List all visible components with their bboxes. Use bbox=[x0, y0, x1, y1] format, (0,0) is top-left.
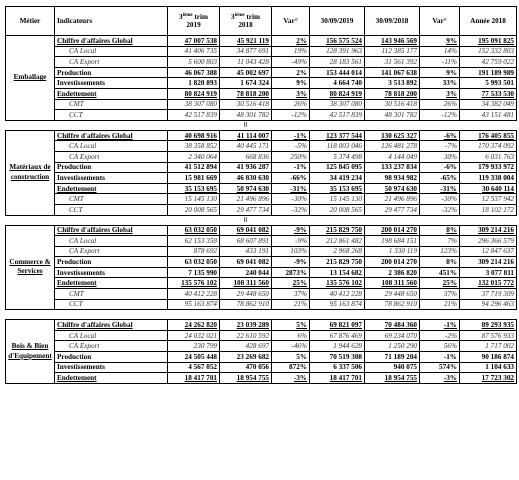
value-cell: 40 412 228 bbox=[168, 289, 220, 300]
value-cell: 135 576 102 bbox=[310, 278, 365, 289]
indicator-label: Production bbox=[55, 352, 168, 363]
section-separator bbox=[6, 215, 517, 225]
header-q3-2018-year: 2018 bbox=[238, 21, 253, 29]
value-cell: 940 075 bbox=[365, 362, 420, 373]
value-cell: 12 847 637 bbox=[460, 246, 517, 257]
value-cell: 78 862 910 bbox=[365, 299, 420, 310]
table-row bbox=[6, 278, 517, 289]
value-cell: 95 163 874 bbox=[310, 299, 365, 310]
value-cell: 30 516 418 bbox=[365, 99, 420, 110]
value-cell: 5 993 501 bbox=[460, 78, 517, 89]
value-cell: 215 829 750 bbox=[310, 257, 365, 268]
value-cell: 156 575 524 bbox=[310, 36, 365, 47]
value-cell: 130 625 327 bbox=[365, 130, 420, 141]
value-cell: -3% bbox=[272, 373, 310, 384]
value-cell: 18 954 755 bbox=[220, 373, 272, 384]
metier-cell: Commerce & Services bbox=[6, 225, 55, 310]
indicator-label: CA Local bbox=[55, 46, 168, 57]
value-cell: 63 032 050 bbox=[168, 225, 220, 236]
value-cell: 80 824 919 bbox=[168, 88, 220, 99]
value-cell: 19% bbox=[272, 46, 310, 57]
value-cell: 200 014 270 bbox=[365, 257, 420, 268]
value-cell: 29 477 734 bbox=[220, 204, 272, 215]
value-cell: 37% bbox=[420, 289, 460, 300]
value-cell: 123 377 544 bbox=[310, 130, 365, 141]
value-cell: 176 405 855 bbox=[460, 130, 517, 141]
value-cell: 25% bbox=[420, 278, 460, 289]
table-row bbox=[6, 67, 517, 78]
value-cell: 4 664 740 bbox=[310, 78, 365, 89]
indicator-label: Production bbox=[55, 162, 168, 173]
value-cell: 46 830 630 bbox=[220, 173, 272, 184]
value-cell: -30% bbox=[272, 194, 310, 205]
value-cell: 30% bbox=[420, 151, 460, 162]
value-cell: 42 759 022 bbox=[460, 57, 517, 68]
table-row bbox=[6, 57, 517, 68]
value-cell: 43 151 481 bbox=[460, 110, 517, 121]
header-q3-2019-top: 3ième trim bbox=[179, 13, 208, 21]
value-cell: 69 041 082 bbox=[220, 225, 272, 236]
value-cell: 26% bbox=[272, 99, 310, 110]
header-q3-2019-year: 2019 bbox=[186, 21, 201, 29]
value-cell: 29 477 734 bbox=[365, 204, 420, 215]
header-q3-2018-top: 3ième trim bbox=[231, 13, 260, 21]
value-cell: 71 189 204 bbox=[365, 352, 420, 363]
header-var-ytd: Var° bbox=[420, 7, 460, 36]
value-cell: 108 311 560 bbox=[365, 278, 420, 289]
value-cell: 30 640 114 bbox=[460, 183, 517, 194]
value-cell: 28 183 561 bbox=[310, 57, 365, 68]
header-ytd-2019: 30/09/2019 bbox=[310, 7, 365, 36]
table-row bbox=[6, 110, 517, 121]
value-cell: -49% bbox=[272, 57, 310, 68]
value-cell: 198 684 151 bbox=[365, 236, 420, 247]
value-cell: 45 921 119 bbox=[220, 36, 272, 47]
value-cell: -6% bbox=[420, 130, 460, 141]
table-row bbox=[6, 141, 517, 152]
value-cell: 5 374 498 bbox=[310, 151, 365, 162]
value-cell: 5% bbox=[272, 320, 310, 331]
metier-cell: Matériaux de construction bbox=[6, 130, 55, 215]
value-cell: 143 946 569 bbox=[365, 36, 420, 47]
indicator-label: CA Local bbox=[55, 330, 168, 341]
value-cell: -1% bbox=[420, 352, 460, 363]
value-cell: -9% bbox=[272, 225, 310, 236]
indicator-label: Chiffre d'affaires Global bbox=[55, 320, 168, 331]
value-cell: 240 044 bbox=[220, 267, 272, 278]
value-cell: 15 145 130 bbox=[168, 194, 220, 205]
header-ytd-2018: 30/09/2018 bbox=[365, 7, 420, 36]
value-cell: 41 512 894 bbox=[168, 162, 220, 173]
value-cell: 56% bbox=[420, 341, 460, 352]
value-cell: 2 386 820 bbox=[365, 267, 420, 278]
value-cell: 6 337 506 bbox=[310, 362, 365, 373]
value-cell: 15 145 130 bbox=[310, 194, 365, 205]
value-cell: 29 448 650 bbox=[220, 289, 272, 300]
separator-value bbox=[220, 310, 272, 320]
value-cell: 34 419 234 bbox=[310, 173, 365, 184]
value-cell: 125 845 095 bbox=[310, 162, 365, 173]
value-cell: 15 981 669 bbox=[168, 173, 220, 184]
value-cell: 1 674 324 bbox=[220, 78, 272, 89]
value-cell: 1 717 002 bbox=[460, 341, 517, 352]
value-cell: 7% bbox=[420, 236, 460, 247]
value-cell: 78 818 200 bbox=[365, 88, 420, 99]
value-cell: -5% bbox=[272, 141, 310, 152]
table-row bbox=[6, 183, 517, 194]
value-cell: 78 862 910 bbox=[220, 299, 272, 310]
value-cell: 23 039 289 bbox=[220, 320, 272, 331]
value-cell: 230 799 bbox=[168, 341, 220, 352]
table-row bbox=[6, 299, 517, 310]
value-cell: -66% bbox=[272, 173, 310, 184]
value-cell: 17 723 302 bbox=[460, 373, 517, 384]
value-cell: 2 340 064 bbox=[168, 151, 220, 162]
value-cell: 70 519 308 bbox=[310, 352, 365, 363]
value-cell: 38 358 852 bbox=[168, 141, 220, 152]
indicator-label: Chiffre d'affaires Global bbox=[55, 225, 168, 236]
value-cell: 8% bbox=[420, 225, 460, 236]
value-cell: 26% bbox=[420, 99, 460, 110]
value-cell: 9% bbox=[420, 36, 460, 47]
value-cell: -46% bbox=[272, 341, 310, 352]
indicator-label: Production bbox=[55, 257, 168, 268]
value-cell: 1 820 893 bbox=[168, 78, 220, 89]
value-cell: 34 877 691 bbox=[220, 46, 272, 57]
table-row bbox=[6, 46, 517, 57]
value-cell: -9% bbox=[272, 236, 310, 247]
value-cell: -32% bbox=[420, 204, 460, 215]
value-cell: 296 366 579 bbox=[460, 236, 517, 247]
header-var-quarter: Var° bbox=[272, 7, 310, 36]
value-cell: 668 836 bbox=[220, 151, 272, 162]
value-cell: 90 186 874 bbox=[460, 352, 517, 363]
value-cell: 3% bbox=[272, 88, 310, 99]
value-cell: 46 067 388 bbox=[168, 67, 220, 78]
value-cell: 33% bbox=[420, 78, 460, 89]
value-cell: 20 008 565 bbox=[310, 204, 365, 215]
indicator-label: CMT bbox=[55, 289, 168, 300]
value-cell: 69 821 097 bbox=[310, 320, 365, 331]
indicator-label: Endettement bbox=[55, 373, 168, 384]
header-q3-2019 bbox=[168, 7, 220, 36]
value-cell: 18 102 172 bbox=[460, 204, 517, 215]
separator-value: 0 bbox=[243, 121, 248, 130]
value-cell: 135 576 102 bbox=[168, 278, 220, 289]
indicator-label: CA Local bbox=[55, 236, 168, 247]
table-row bbox=[6, 236, 517, 247]
value-cell: -11% bbox=[420, 57, 460, 68]
value-cell: 191 189 989 bbox=[460, 67, 517, 78]
table-row bbox=[6, 88, 517, 99]
value-cell: -1% bbox=[272, 162, 310, 173]
table-row bbox=[6, 99, 517, 110]
value-cell: -30% bbox=[420, 194, 460, 205]
value-cell: 20 008 565 bbox=[168, 204, 220, 215]
value-cell: 13 154 682 bbox=[310, 267, 365, 278]
value-cell: 3% bbox=[420, 88, 460, 99]
value-cell: 123% bbox=[420, 246, 460, 257]
value-cell: 70 484 360 bbox=[365, 320, 420, 331]
value-cell: 4 144 049 bbox=[365, 151, 420, 162]
value-cell: 40 445 171 bbox=[220, 141, 272, 152]
table-row bbox=[6, 225, 517, 236]
value-cell: -1% bbox=[272, 130, 310, 141]
indicator-label: Investissements bbox=[55, 362, 168, 373]
value-cell: 212 861 482 bbox=[310, 236, 365, 247]
table-row bbox=[6, 352, 517, 363]
value-cell: 170 374 092 bbox=[460, 141, 517, 152]
indicator-label: CA Export bbox=[55, 57, 168, 68]
value-cell: 1 330 119 bbox=[365, 246, 420, 257]
value-cell: 40 698 916 bbox=[168, 130, 220, 141]
value-cell: 195 091 825 bbox=[460, 36, 517, 47]
table-row bbox=[6, 289, 517, 300]
value-cell: 21% bbox=[272, 299, 310, 310]
value-cell: 40 412 228 bbox=[310, 289, 365, 300]
value-cell: 98 934 982 bbox=[365, 173, 420, 184]
value-cell: 14% bbox=[420, 46, 460, 57]
value-cell: 5 600 803 bbox=[168, 57, 220, 68]
table-row bbox=[6, 341, 517, 352]
value-cell: 21 496 896 bbox=[365, 194, 420, 205]
value-cell: 9% bbox=[272, 78, 310, 89]
value-cell: 50 974 630 bbox=[220, 183, 272, 194]
value-cell: -3% bbox=[420, 373, 460, 384]
indicator-label: Endettement bbox=[55, 183, 168, 194]
value-cell: 118 003 046 bbox=[310, 141, 365, 152]
value-cell: 4 567 052 bbox=[168, 362, 220, 373]
indicator-label: Chiffre d'affaires Global bbox=[55, 130, 168, 141]
value-cell: 128 391 963 bbox=[310, 46, 365, 57]
table-row bbox=[6, 151, 517, 162]
indicator-label: Production bbox=[55, 67, 168, 78]
value-cell: 29 448 650 bbox=[365, 289, 420, 300]
value-cell: 63 032 050 bbox=[168, 257, 220, 268]
value-cell: 41 406 735 bbox=[168, 46, 220, 57]
value-cell: 95 163 874 bbox=[168, 299, 220, 310]
metier-cell: Emballage bbox=[6, 36, 55, 121]
value-cell: 1 944 628 bbox=[310, 341, 365, 352]
table-row bbox=[6, 173, 517, 184]
value-cell: 41 114 007 bbox=[220, 130, 272, 141]
financial-indicators-table bbox=[5, 6, 517, 384]
indicator-label: Investissements bbox=[55, 78, 168, 89]
value-cell: 48 301 782 bbox=[220, 110, 272, 121]
value-cell: -32% bbox=[272, 204, 310, 215]
value-cell: 3 077 811 bbox=[460, 267, 517, 278]
value-cell: 132 015 772 bbox=[460, 278, 517, 289]
indicator-label: Investissements bbox=[55, 173, 168, 184]
value-cell: 78 818 200 bbox=[220, 88, 272, 99]
value-cell: 37 719 309 bbox=[460, 289, 517, 300]
value-cell: 25% bbox=[272, 278, 310, 289]
header-annee-2018: Année 2018 bbox=[460, 7, 517, 36]
section-separator bbox=[6, 120, 517, 130]
value-cell: 77 533 530 bbox=[460, 88, 517, 99]
value-cell: 2% bbox=[272, 67, 310, 78]
value-cell: 30 516 418 bbox=[220, 99, 272, 110]
value-cell: 8% bbox=[420, 257, 460, 268]
value-cell: 35 153 695 bbox=[168, 183, 220, 194]
value-cell: 23 269 682 bbox=[220, 352, 272, 363]
value-cell: 41 936 287 bbox=[220, 162, 272, 173]
header-indicateurs: Indicateurs bbox=[55, 7, 168, 36]
separator-value: 0 bbox=[243, 216, 248, 224]
value-cell: 21% bbox=[420, 299, 460, 310]
indicator-label: Endettement bbox=[55, 88, 168, 99]
table-row bbox=[6, 162, 517, 173]
value-cell: 24 262 820 bbox=[168, 320, 220, 331]
value-cell: -1% bbox=[420, 320, 460, 331]
value-cell: 179 933 972 bbox=[460, 162, 517, 173]
value-cell: 48 301 782 bbox=[365, 110, 420, 121]
value-cell: 12 537 942 bbox=[460, 194, 517, 205]
table-row bbox=[6, 194, 517, 205]
indicator-label: CCT bbox=[55, 110, 168, 121]
value-cell: 37% bbox=[272, 289, 310, 300]
value-cell: 2873% bbox=[272, 267, 310, 278]
value-cell: 250% bbox=[272, 151, 310, 162]
value-cell: 6% bbox=[272, 330, 310, 341]
value-cell: 309 214 216 bbox=[460, 225, 517, 236]
value-cell: 89 293 935 bbox=[460, 320, 517, 331]
value-cell: 574% bbox=[420, 362, 460, 373]
value-cell: 141 067 638 bbox=[365, 67, 420, 78]
indicator-label: CA Export bbox=[55, 341, 168, 352]
value-cell: 69 234 070 bbox=[365, 330, 420, 341]
table-row bbox=[6, 257, 517, 268]
table-row bbox=[6, 246, 517, 257]
indicator-label: CMT bbox=[55, 99, 168, 110]
value-cell: 68 607 891 bbox=[220, 236, 272, 247]
value-cell: 18 417 701 bbox=[310, 373, 365, 384]
value-cell: -6% bbox=[420, 162, 460, 173]
indicator-label: Endettement bbox=[55, 278, 168, 289]
table-row bbox=[6, 267, 517, 278]
value-cell: 38 307 080 bbox=[310, 99, 365, 110]
value-cell: 433 191 bbox=[220, 246, 272, 257]
value-cell: -12% bbox=[420, 110, 460, 121]
value-cell: 62 153 358 bbox=[168, 236, 220, 247]
indicator-label: CA Local bbox=[55, 141, 168, 152]
value-cell: 47 007 538 bbox=[168, 36, 220, 47]
value-cell: 34 382 049 bbox=[460, 99, 517, 110]
value-cell: 38 307 080 bbox=[168, 99, 220, 110]
indicator-label: CMT bbox=[55, 194, 168, 205]
value-cell: 80 824 919 bbox=[310, 88, 365, 99]
indicator-label: Investissements bbox=[55, 267, 168, 278]
table-row bbox=[6, 320, 517, 331]
value-cell: 878 692 bbox=[168, 246, 220, 257]
value-cell: -31% bbox=[420, 183, 460, 194]
value-cell: 108 311 560 bbox=[220, 278, 272, 289]
value-cell: 24 032 021 bbox=[168, 330, 220, 341]
value-cell: 119 338 004 bbox=[460, 173, 517, 184]
value-cell: 133 237 834 bbox=[365, 162, 420, 173]
value-cell: 50 974 630 bbox=[365, 183, 420, 194]
value-cell: 94 296 463 bbox=[460, 299, 517, 310]
value-cell: 24 505 448 bbox=[168, 352, 220, 363]
value-cell: -2% bbox=[420, 330, 460, 341]
value-cell: 152 332 803 bbox=[460, 46, 517, 57]
indicator-label: CCT bbox=[55, 204, 168, 215]
value-cell: 428 697 bbox=[220, 341, 272, 352]
value-cell: 45 002 697 bbox=[220, 67, 272, 78]
section-separator bbox=[6, 310, 517, 320]
value-cell: 9% bbox=[420, 67, 460, 78]
indicator-label: Chiffre d'affaires Global bbox=[55, 36, 168, 47]
value-cell: 67 876 469 bbox=[310, 330, 365, 341]
value-cell: 872% bbox=[272, 362, 310, 373]
value-cell: -65% bbox=[420, 173, 460, 184]
value-cell: 18 954 755 bbox=[365, 373, 420, 384]
value-cell: 22 610 592 bbox=[220, 330, 272, 341]
value-cell: 35 153 695 bbox=[310, 183, 365, 194]
table-body bbox=[6, 36, 517, 384]
metier-cell: Bois & Bien d'Equipement bbox=[6, 320, 55, 384]
indicator-label: CCT bbox=[55, 299, 168, 310]
value-cell: 112 385 177 bbox=[365, 46, 420, 57]
value-cell: 103% bbox=[272, 246, 310, 257]
value-cell: 215 829 750 bbox=[310, 225, 365, 236]
value-cell: 153 444 014 bbox=[310, 67, 365, 78]
value-cell: 42 517 839 bbox=[168, 110, 220, 121]
value-cell: 2 968 268 bbox=[310, 246, 365, 257]
value-cell: 11 043 428 bbox=[220, 57, 272, 68]
value-cell: 451% bbox=[420, 267, 460, 278]
table-row bbox=[6, 204, 517, 215]
value-cell: 21 496 896 bbox=[220, 194, 272, 205]
value-cell: -31% bbox=[272, 183, 310, 194]
header-metier: Métier bbox=[6, 7, 55, 36]
value-cell: 1 250 290 bbox=[365, 341, 420, 352]
table-row bbox=[6, 362, 517, 373]
value-cell: 87 576 933 bbox=[460, 330, 517, 341]
header-q3-2018 bbox=[220, 7, 272, 36]
value-cell: 200 014 270 bbox=[365, 225, 420, 236]
value-cell: 31 561 392 bbox=[365, 57, 420, 68]
value-cell: 3 513 892 bbox=[365, 78, 420, 89]
value-cell: -7% bbox=[420, 141, 460, 152]
value-cell: 5% bbox=[272, 352, 310, 363]
value-cell: 470 056 bbox=[220, 362, 272, 373]
table-row bbox=[6, 130, 517, 141]
value-cell: 1 104 633 bbox=[460, 362, 517, 373]
value-cell: -12% bbox=[272, 110, 310, 121]
value-cell: 6 031 763 bbox=[460, 151, 517, 162]
value-cell: 69 041 082 bbox=[220, 257, 272, 268]
value-cell: 7 135 990 bbox=[168, 267, 220, 278]
table-row bbox=[6, 373, 517, 384]
value-cell: -9% bbox=[272, 257, 310, 268]
indicator-label: CA Export bbox=[55, 246, 168, 257]
value-cell: 309 214 216 bbox=[460, 257, 517, 268]
value-cell: 18 417 701 bbox=[168, 373, 220, 384]
table-row bbox=[6, 78, 517, 89]
value-cell: 2% bbox=[272, 36, 310, 47]
value-cell: 126 481 278 bbox=[365, 141, 420, 152]
value-cell: 42 517 839 bbox=[310, 110, 365, 121]
indicator-label: CA Export bbox=[55, 151, 168, 162]
table-row bbox=[6, 36, 517, 47]
table-row bbox=[6, 330, 517, 341]
header-row bbox=[6, 7, 517, 36]
